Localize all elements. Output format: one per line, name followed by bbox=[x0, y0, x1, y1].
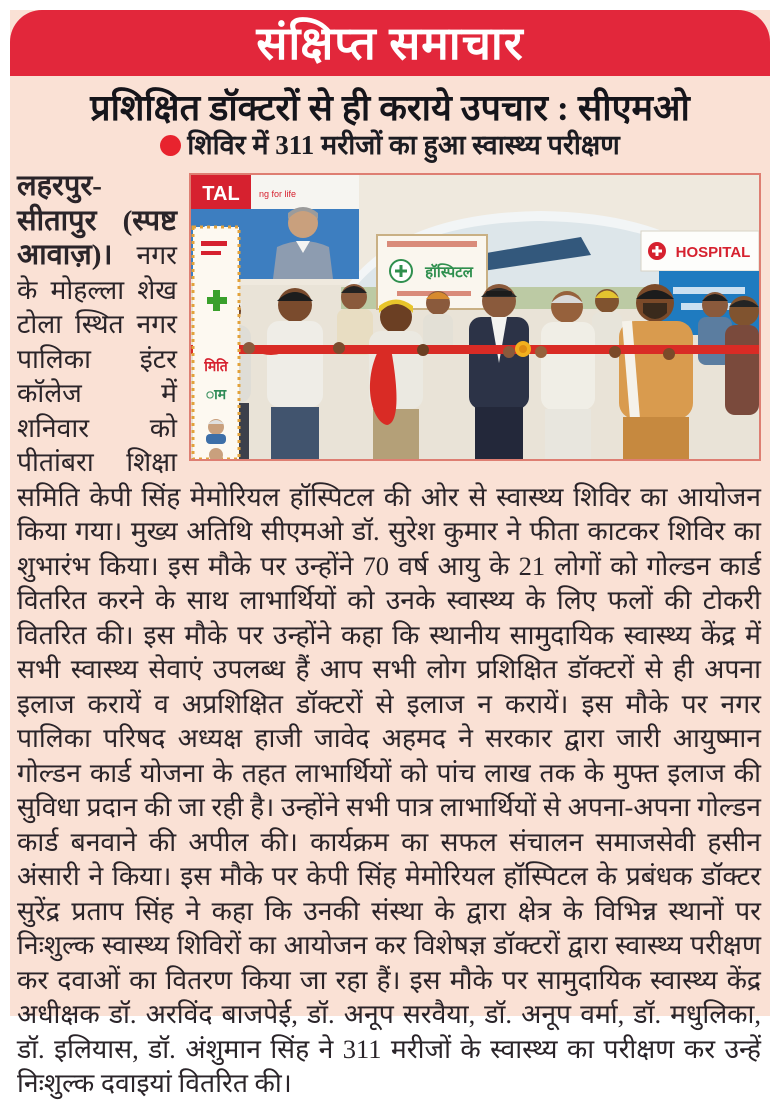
article-dateline: लहरपुर-सीतापुर (स्पष्ट आवाज़)। bbox=[17, 170, 177, 272]
left-vertical-banner bbox=[193, 227, 239, 459]
section-banner bbox=[10, 10, 770, 76]
article-headline: प्रशिक्षित डॉक्टरों से ही कराये उपचार : सीएमओ bbox=[90, 88, 690, 128]
hospital-banner-partial-text: TAL bbox=[202, 183, 240, 206]
article-text: नगर के मोहल्ला शेख टोला स्थित नगर पालिका इंटर कॉलेज में शनिवार को पीतांबरा शिक्षा समिति केपी सिंह मेमोरियल हॉस्पिटल की ओर से स्वास्थ्य शिविर का आयोजन किया गया। मुख्य अतिथि सीएमओ डॉ. सुरेश कुमार ने फीता काटकर शिविर का शुभारंभ किया। इस मौके पर उन्होंने 70 वर्ष आयु के 21 लोगों को गोल्डन कार्ड वितरित करने के साथ लाभार्थियों को उनके स्वास्थ्य के लिए फलों की टोकरी वितरित की। इस मौके पर उन्होंने कहा कि स्थानीय सामुदायिक स्वास्थ्य केंद्र में सभी स्वास्थ्य सेवाएं उपलब्ध हैं आप सभी लोग प्रशिक्षित डॉक्टरों से ही अपना इलाज करायें व अप्रशिक्षित डॉक्टरों से इलाज न करायें। इस मौके पर नगर पालिका परिषद अध्यक्ष हाजी जावेद अहमद ने सरकार द्वारा जारी आयुष्मान गोल्डन कार्ड योजना के तहत लाभार्थियों को पांच लाख तक के मुफ्त इलाज की सुविधा प्रदान की जा रही है। उन्होंने सभी पात्र लाभार्थियों से अपना-अपना गोल्डन कार्ड बनवाने की अपील की। कार्यक्रम का सफल संचालन समाजसेवी हसीन अंसारी ने किया। इस मौके पर केपी सिंह मेमोरियल हॉस्पिटल के प्रबंधक डॉक्टर सुरेंद्र प्रताप सिंह ने कहा कि उनकी संस्था के द्वारा क्षेत्र के विभिन्न स्थानों पर निःशुल्क स्वास्थ्य शिविरों का आयोजन कर विशेषज्ञ डॉक्टरों द्वारा स्वास्थ्य परीक्षण कर दवाओं का वितरण किया जा रहा हैं। इस मौके पर सामुदायिक स्वास्थ्य केंद्र अधीक्षक डॉ. अरविंद बाजपेई, डॉ. अनूप सरवैया, डॉ. अनूप वर्मा, डॉ. मधुलिका, डॉ. इलियास, डॉ. अंशुमान सिंह ने 311 मरीजों के स्वास्थ्य का परीक्षण कर उन्हें निःशुल्क दवाइयां वितरित की। bbox=[17, 240, 761, 1099]
article-subheadline-text: शिविर में 311 मरीजों का हुआ स्वास्थ्य परीक्षण bbox=[187, 130, 620, 161]
article-subheadline bbox=[10, 131, 770, 161]
hospital-banner-tagline: ng for life bbox=[259, 189, 297, 200]
ribbon-cutting-photo-illustration bbox=[191, 175, 759, 459]
left-banner-line2-text: ाम bbox=[205, 386, 227, 403]
article-body-container bbox=[10, 169, 770, 1101]
news-clipping bbox=[10, 10, 770, 1099]
left-banner-line1-text: मिति bbox=[204, 358, 228, 375]
section-banner-title: संक्षिप्त समाचार bbox=[256, 18, 524, 69]
bullet-icon bbox=[160, 135, 181, 156]
mid-sign-hindi-text: हॉस्पिटल bbox=[425, 264, 473, 282]
right-sign-en-text: HOSPITAL bbox=[675, 244, 751, 262]
news-photo bbox=[189, 173, 761, 461]
